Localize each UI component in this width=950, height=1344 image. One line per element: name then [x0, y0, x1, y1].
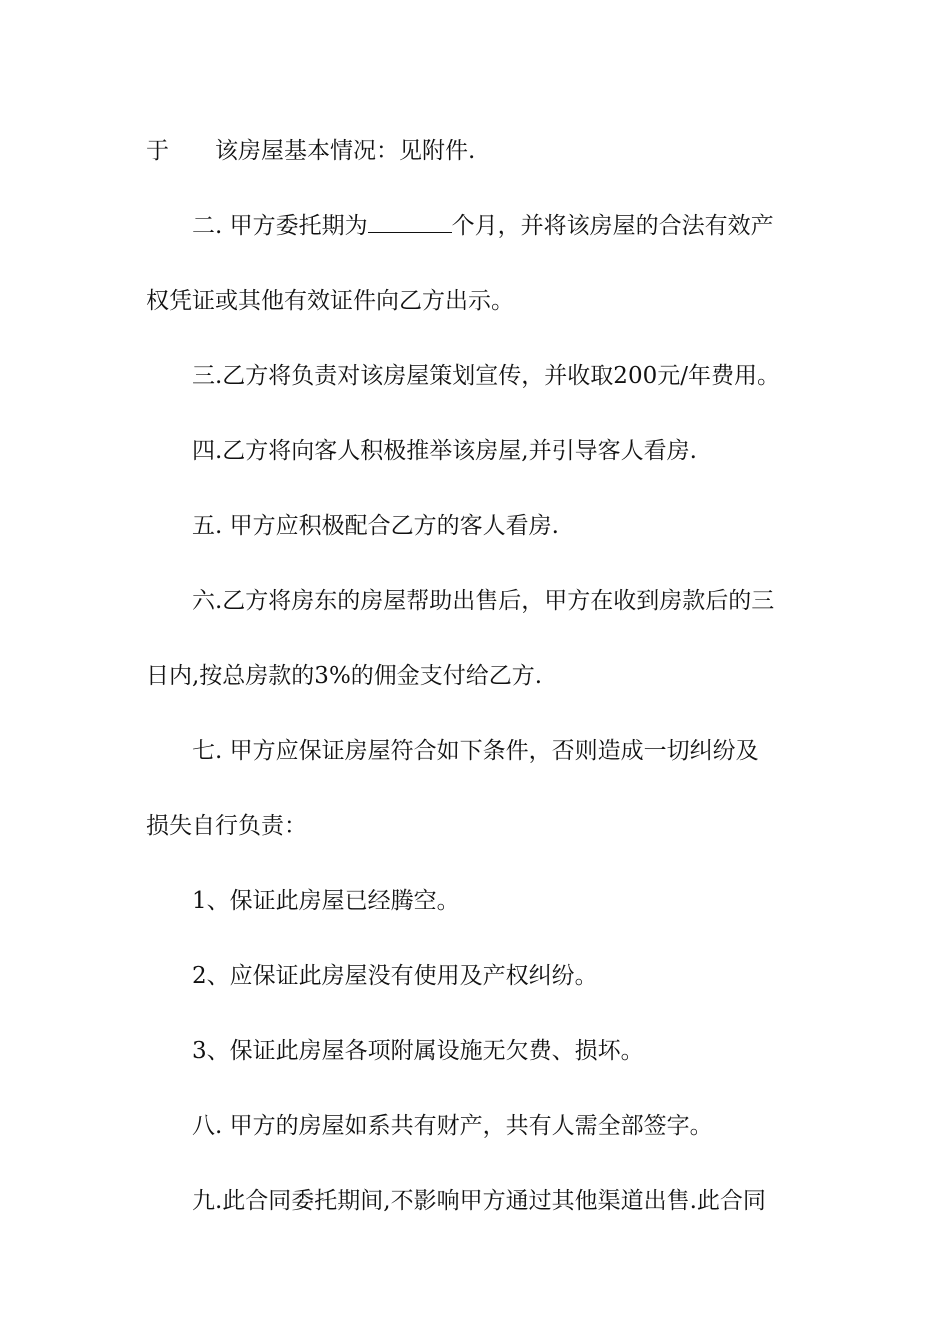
- clause-5: 五. 甲方应积极配合乙方的客人看房.: [192, 513, 559, 539]
- condition-3: 3、保证此房屋各项附属设施无欠费、损坏。: [192, 1038, 644, 1064]
- clause-6-continuation: 日内,按总房款的3%的佣金支付给乙方.: [146, 663, 543, 689]
- clause-2-before-blank: 二. 甲方委托期为: [192, 213, 368, 239]
- clause-7: 七. 甲方应保证房屋符合如下条件，否则造成一切纠纷及: [192, 738, 759, 764]
- clause-7-continuation: 损失自行负责：: [146, 813, 307, 839]
- clause-2-after-blank: 个月，并将该房屋的合法有效产: [451, 213, 774, 239]
- property-info-text: 该房屋基本情况：见附件.: [215, 138, 476, 164]
- line-prefix: 于: [146, 138, 169, 164]
- clause-8: 八. 甲方的房屋如系共有财产，共有人需全部签字。: [192, 1113, 713, 1139]
- property-info-line: [146, 136, 826, 166]
- clause-9: 九.此合同委托期间,不影响甲方通过其他渠道出售.此合同: [192, 1188, 766, 1214]
- clause-2-line: [192, 211, 872, 241]
- blank-fill-line: [368, 212, 452, 233]
- condition-1: 1、保证此房屋已经腾空。: [192, 888, 460, 914]
- clause-3: 三.乙方将负责对该房屋策划宣传，并收取200元/年费用。: [192, 363, 780, 389]
- clause-6: 六.乙方将房东的房屋帮助出售后，甲方在收到房款后的三: [192, 588, 775, 614]
- condition-2: 2、应保证此房屋没有使用及产权纠纷。: [192, 963, 598, 989]
- clause-4: 四.乙方将向客人积极推举该房屋,并引导客人看房.: [192, 438, 697, 464]
- clause-2-continuation: 权凭证或其他有效证件向乙方出示。: [146, 288, 514, 314]
